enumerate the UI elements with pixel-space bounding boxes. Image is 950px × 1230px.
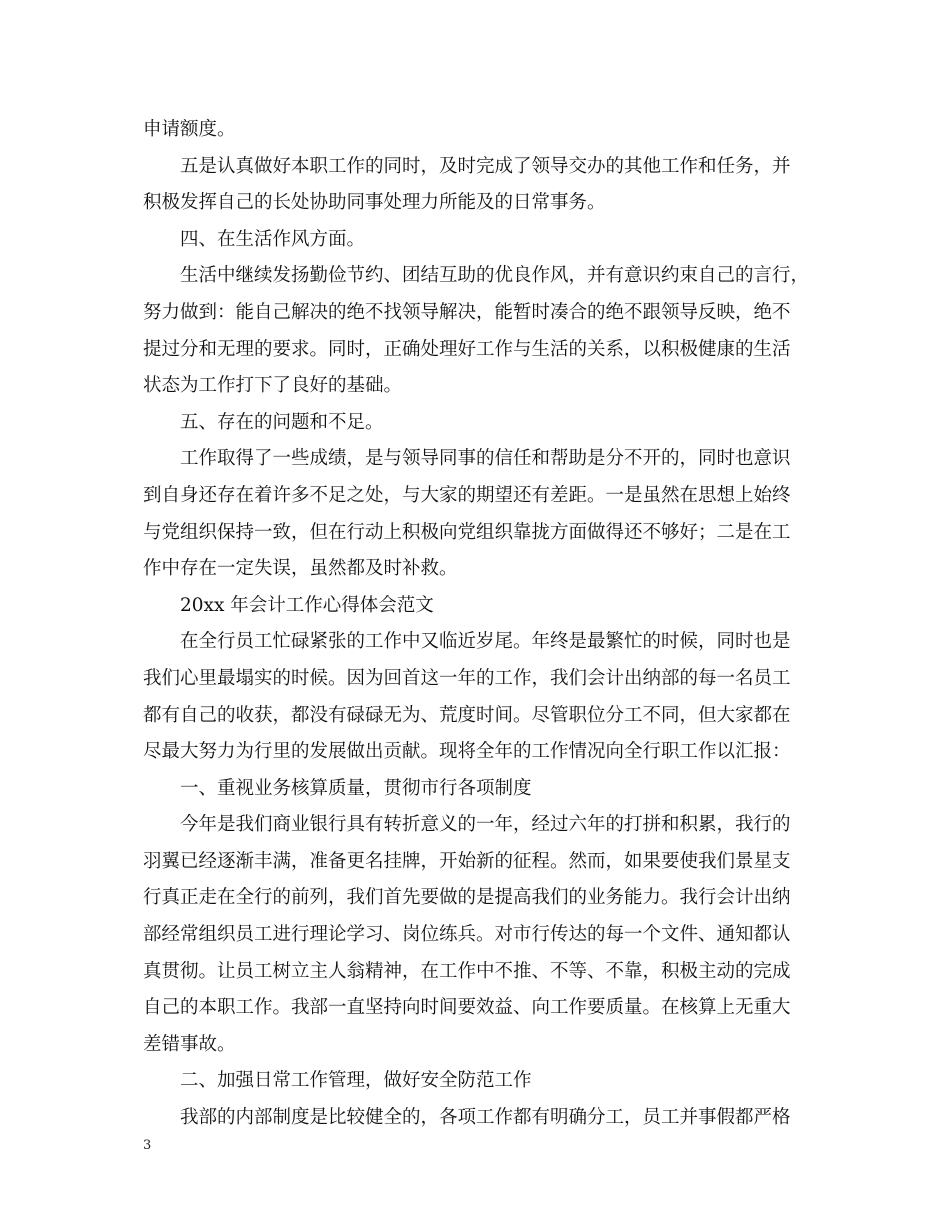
section-heading: 四、在生活作风方面。 (180, 228, 366, 250)
section-heading: 二、加强日常工作管理，做好安全防范工作 (180, 1070, 532, 1092)
text-line: 行真正走在全行的前列，我们首先要做的是提高我们的业务能力。我行会计出纳 (143, 887, 791, 909)
paragraph-first-line: 在全行员工忙碌紧张的工作中又临近岁尾。年终是最繁忙的时候，同时也是 (180, 631, 791, 653)
document-title: 20xx 年会计工作心得体会范文 (180, 594, 434, 616)
text-line: 申请额度。 (143, 119, 236, 140)
text-line: 尽最大努力为行里的发展做出贡献。现将全年的工作情况向全行职工作以汇报： (143, 741, 791, 763)
text-line: 积极发挥自己的长处协助同事处理力所能及的日常事务。 (143, 192, 606, 214)
paragraph-first-line: 工作取得了一些成绩，是与领导同事的信任和帮助是分不开的，同时也意识 (180, 448, 791, 470)
body-text (143, 112, 811, 1137)
paragraph-first-line: 五是认真做好本职工作的同时，及时完成了领导交办的其他工作和任务，并 (180, 155, 791, 177)
text-line: 与党组织保持一致，但在行动上积极向党组织靠拢方面做得还不够好；二是在工 (143, 521, 791, 543)
text-line: 到自身还存在着许多不足之处，与大家的期望还有差距。一是虽然在思想上始终 (143, 484, 791, 506)
section-heading: 五、存在的问题和不足。 (180, 411, 384, 433)
text-line: 羽翼已经逐渐丰满，准备更名挂牌，开始新的征程。然而，如果要使我们景星支 (143, 850, 791, 872)
text-line: 自己的本职工作。我部一直坚持向时间要效益、向工作要质量。在核算上无重大 (143, 997, 791, 1019)
paragraph-first-line: 我部的内部制度是比较健全的，各项工作都有明确分工，员工并事假都严格 (180, 1107, 791, 1129)
text-line: 提过分和无理的要求。同时，正确处理好工作与生活的关系，以积极健康的生活 (143, 338, 791, 360)
paragraph-first-line: 生活中继续发扬勤俭节约、团结互助的优良作风，并有意识约束自己的言行， (180, 265, 810, 287)
section-heading: 一、重视业务核算质量，贯彻市行各项制度 (180, 777, 532, 799)
text-line: 部经常组织员工进行理论学习、岗位练兵。对市行传达的每一个文件、通知都认 (143, 924, 791, 946)
text-line: 我们心里最塌实的时候。因为回首这一年的工作，我们会计出纳部的每一名员工 (143, 667, 791, 689)
text-line: 真贯彻。让员工树立主人翁精神，在工作中不推、不等、不靠，积极主动的完成 (143, 960, 791, 982)
text-line: 差错事故。 (143, 1033, 236, 1055)
text-line: 作中存在一定失误，虽然都及时补救。 (143, 558, 458, 580)
paragraph-first-line: 今年是我们商业银行具有转折意义的一年，经过六年的打拼和积累，我行的 (180, 814, 791, 836)
page-number: 3 (143, 1138, 152, 1153)
text-line: 状态为工作打下了良好的基础。 (143, 375, 403, 397)
text-line: 都有自己的收获，都没有碌碌无为、荒度时间。尽管职位分工不同，但大家都在 (143, 704, 791, 726)
text-line: 努力做到：能自己解决的绝不找领导解决，能暂时凑合的绝不跟领导反映，绝不 (143, 301, 791, 323)
